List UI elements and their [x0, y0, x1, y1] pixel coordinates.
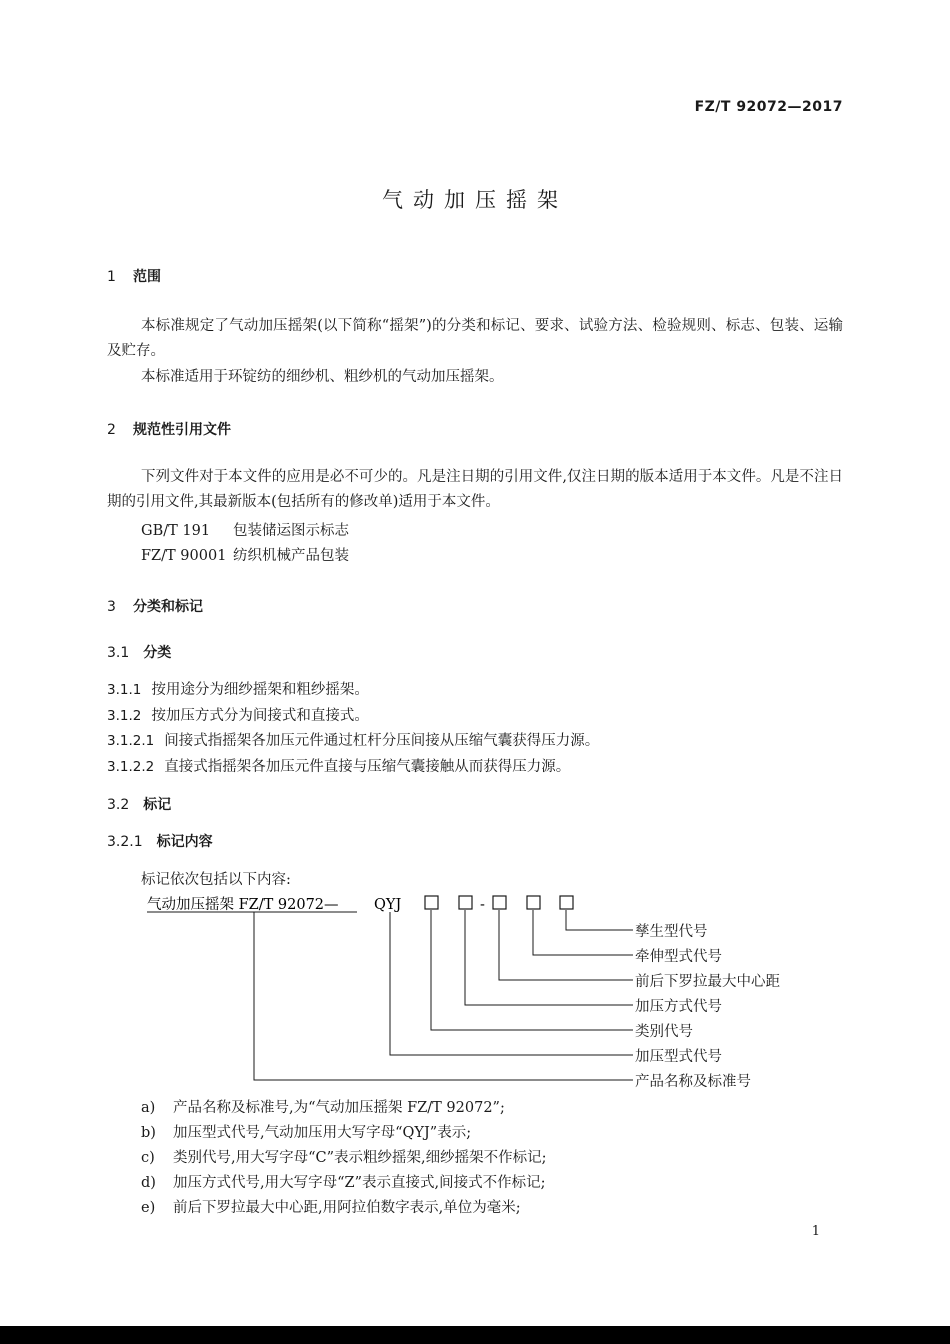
- list-text: 加压方式代号,用大写字母“Z”表示直接式,间接式不作标记;: [173, 1175, 546, 1191]
- subsection-title: 标记内容: [156, 834, 213, 850]
- marking-label: 产品名称及标准号: [635, 1074, 751, 1090]
- code-box-derived: [560, 896, 573, 909]
- list-text: 前后下罗拉最大中心距,用阿拉伯数字表示,单位为毫米;: [173, 1200, 521, 1216]
- leader-method: [465, 910, 633, 1005]
- list-item: [141, 1146, 547, 1167]
- clause-text: 直接式指摇架各加压元件直接与压缩气囊接触从而获得压力源。: [164, 759, 571, 775]
- subsection-title: 分类: [143, 645, 172, 661]
- clause-number: 3.1.2.1: [107, 733, 155, 749]
- subsection-number: 3.2.1: [107, 834, 143, 850]
- marking-label: 加压方式代号: [635, 999, 722, 1015]
- document-title: 气动加压摇架: [382, 188, 568, 212]
- section-number: 1: [107, 269, 116, 285]
- clause-number: 3.1.2: [107, 708, 142, 724]
- code-box-class: [425, 896, 438, 909]
- list-marker: c): [141, 1150, 155, 1166]
- section-1-paragraph-2: 本标准适用于环锭纺的细纱机、粗纱机的气动加压摇架。: [141, 369, 504, 385]
- clause-number: 3.1.1: [107, 682, 142, 698]
- marking-label: 类别代号: [635, 1024, 693, 1040]
- standard-code: FZ/T 92072—2017: [694, 99, 843, 115]
- marking-label: 加压型式代号: [635, 1049, 722, 1065]
- list-item: [141, 1171, 546, 1192]
- list-marker: a): [141, 1100, 156, 1116]
- marking-prefix: 气动加压摇架 FZ/T 92072—: [147, 897, 339, 913]
- clause-text: 按用途分为细纱摇架和粗纱摇架。: [151, 682, 369, 698]
- list-item: [141, 1196, 521, 1217]
- marking-label: 前后下罗拉最大中心距: [635, 974, 780, 990]
- leader-lines: [254, 910, 633, 1080]
- marking-label: 孳生型代号: [635, 924, 708, 940]
- subsection-number: 3.1: [107, 645, 130, 661]
- marking-label: 牵伸型式代号: [635, 949, 722, 965]
- list-item: [141, 1121, 471, 1142]
- list-item: [141, 1096, 505, 1117]
- subsection-title: 标记: [143, 797, 172, 813]
- marking-qyj: QYJ: [374, 897, 402, 913]
- page-number: 1: [811, 1224, 820, 1239]
- section-title: 规范性引用文件: [133, 422, 231, 438]
- list-marker: b): [141, 1125, 156, 1141]
- section-1-paragraph-1: 本标准规定了气动加压摇架(以下简称“摇架”)的分类和标记、要求、试验方法、检验规则、标志、包装、运输及贮存。: [107, 318, 843, 359]
- section-number: 2: [107, 422, 116, 438]
- marking-intro: 标记依次包括以下内容:: [141, 872, 291, 888]
- list-marker: e): [141, 1200, 156, 1216]
- code-box-distance: [493, 896, 506, 909]
- leader-drafting: [533, 910, 633, 955]
- section-2-paragraph: 下列文件对于本文件的应用是必不可少的。凡是注日期的引用文件,仅注日期的版本适用于本文件。凡是不注日期的引用文件,其最新版本(包括所有的修改单)适用于本文件。: [107, 469, 843, 510]
- reference-name: 纺织机械产品包装: [233, 548, 349, 564]
- list-text: 产品名称及标准号,为“气动加压摇架 FZ/T 92072”;: [173, 1100, 505, 1116]
- clause-number: 3.1.2.2: [107, 759, 155, 775]
- subsection-number: 3.2: [107, 797, 130, 813]
- reference-name: 包装储运图示标志: [233, 523, 349, 539]
- code-box-method: [459, 896, 472, 909]
- section-number: 3: [107, 599, 116, 615]
- leader-type: [390, 912, 633, 1055]
- list-text: 加压型式代号,气动加压用大写字母“QYJ”表示;: [173, 1125, 472, 1141]
- reference-code: GB/T 191: [141, 523, 211, 539]
- clause-text: 间接式指摇架各加压元件通过杠杆分压间接从压缩气囊获得压力源。: [164, 733, 600, 749]
- leader-derived: [566, 910, 633, 930]
- leader-class: [431, 910, 633, 1030]
- list-marker: d): [141, 1175, 156, 1191]
- page-bottom-bar: [0, 1326, 950, 1344]
- section-title: 范围: [133, 269, 161, 285]
- reference-code: FZ/T 90001: [141, 548, 227, 564]
- marking-dash: -: [480, 897, 485, 913]
- clause-text: 按加压方式分为间接式和直接式。: [151, 708, 369, 724]
- list-text: 类别代号,用大写字母“C”表示粗纱摇架,细纱摇架不作标记;: [173, 1150, 547, 1166]
- section-title: 分类和标记: [133, 599, 203, 615]
- code-box-drafting: [527, 896, 540, 909]
